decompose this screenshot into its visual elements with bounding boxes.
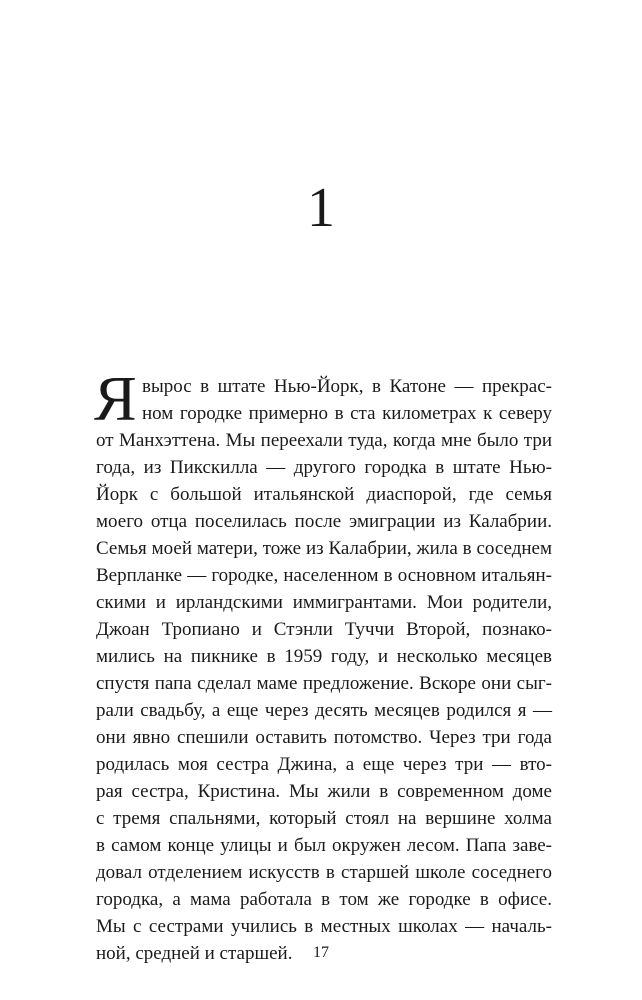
text-line: от Манхэттена. Мы переехали туда, когда мне было три — [96, 430, 552, 451]
text-line: ной, средней и старшей. — [96, 943, 293, 964]
text-line: мились на пикнике в 1959 году, и несколько месяцев — [96, 646, 552, 667]
page-number: 17 — [313, 944, 329, 961]
text-line: родилась моя сестра Джина, а еще через три — вто- — [96, 754, 552, 775]
text-line: довал отделением искусств в старшей школе соседнего — [96, 862, 552, 883]
text-line: они явно спешили оставить потомство. Через три года — [96, 727, 552, 748]
text-line: Мы с сестрами учились в местных школах — началь- — [96, 916, 552, 937]
text-line: Джоан Тропиано и Стэнли Туччи Второй, познако- — [96, 619, 552, 640]
text-line: в самом конце улицы и был окружен лесом. Папа заве- — [96, 835, 552, 856]
drop-cap: Я — [94, 363, 137, 434]
text-line: спустя папа сделал маме предложение. Вскоре они сыг- — [96, 673, 552, 694]
text-line: рали свадьбу, а еще через десять месяцев родился я — — [96, 700, 552, 721]
text-line: скими и ирландскими иммигрантами. Мои родители, — [96, 592, 552, 613]
text-line: с тремя спальнями, который стоял на вершине холма — [96, 808, 552, 829]
text-line: городка, а мама работала в том же городке в офисе. — [96, 889, 552, 910]
text-line: рая сестра, Кристина. Мы жили в современном доме — [96, 781, 552, 802]
text-line: моего отца поселилась после эмиграции из Калабрии. — [96, 511, 552, 532]
text-line: Семья моей матери, тоже из Калабрии, жила в соседнем — [96, 538, 552, 559]
text-line: ном городке примерно в ста километрах к северу — [142, 403, 552, 424]
chapter-body — [94, 363, 552, 967]
text-line: Верпланке — городке, населенном в основном итальян- — [96, 565, 552, 586]
text-line: вырос в штате Нью-Йорк, в Катоне — прекрас- — [142, 376, 552, 397]
text-line: года, из Пикскилла — другого городка в штате Нью- — [96, 457, 552, 478]
text-line: Йорк с большой итальянской диаспорой, где семья — [96, 484, 552, 505]
chapter-number: 1 — [307, 177, 335, 239]
